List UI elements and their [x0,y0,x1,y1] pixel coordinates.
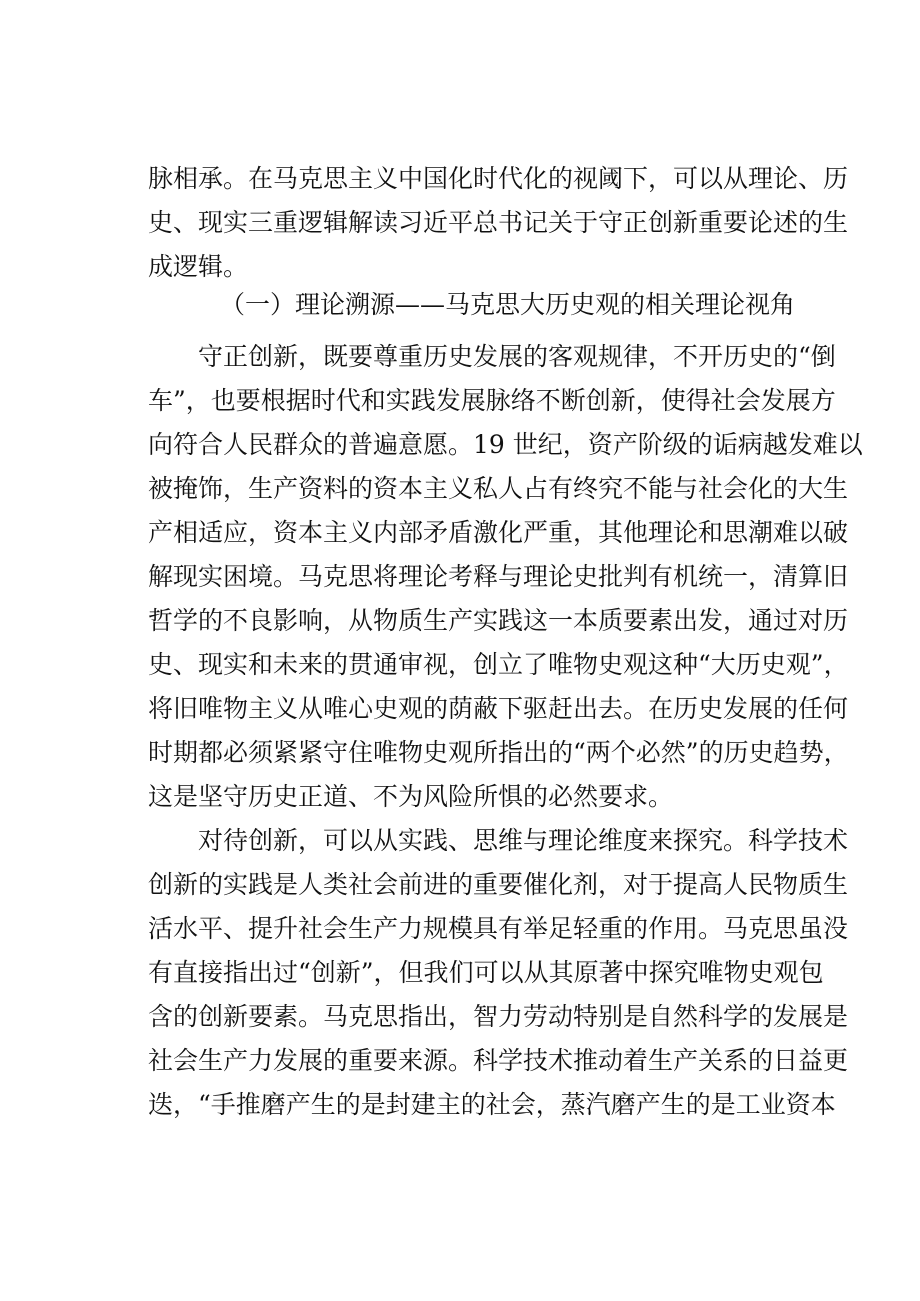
text-line: 向符合人民群众的普遍意愿。19 世纪，资产阶级的诟病越发难以 [148,430,863,459]
text-line: 哲学的不良影响，从物质生产实践这一本质要素出发，通过对历 [148,606,849,635]
text-line: 时期都必须紧紧守住唯物史观所指出的“两个必然”的历史趋势， [148,738,849,767]
paragraph-continuation [148,157,849,289]
text-line: 对待创新，可以从实践、思维与理论维度来探究。科学技术 [198,826,849,855]
text-line: 活水平、提升社会生产力规模具有举足轻重的作用。马克思虽没 [148,914,849,943]
text-line: 史、现实三重逻辑解读习近平总书记关于守正创新重要论述的生 [148,208,849,237]
text-line: 将旧唯物主义从唯心史观的荫蔽下驱赶出去。在历史发展的任何 [148,694,849,723]
text-line: 创新的实践是人类社会前进的重要催化剂，对于提高人民物质生 [148,870,849,899]
section-heading [0,283,920,327]
text-line: 车”，也要根据时代和实践发展脉络不断创新，使得社会发展方 [148,386,836,415]
text-line: 社会生产力发展的重要来源。科学技术推动着生产关系的日益更 [148,1046,849,1075]
text-line: 史、现实和未来的贯通审视，创立了唯物史观这种“大历史观”， [148,650,849,679]
text-line: 脉相承。在马克思主义中国化时代化的视阈下，可以从理论、历 [148,164,849,193]
text-line: 解现实困境。马克思将理论考释与理论史批判有机统一，清算旧 [148,562,849,591]
text-line: 成逻辑。 [148,252,249,281]
text-line: 含的创新要素。马克思指出，智力劳动特别是自然科学的发展是 [148,1002,849,1031]
text-line: 有直接指出过“创新”，但我们可以从其原著中探究唯物史观包 [148,958,824,987]
paragraph-keep-upright [148,335,863,819]
paragraph-innovation [148,819,849,1127]
text-line: 守正创新，既要尊重历史发展的客观规律，不开历史的“倒 [198,342,836,371]
text-line: 产相适应，资本主义内部矛盾激化严重，其他理论和思潮难以破 [148,518,849,547]
text-line: 这是坚守历史正道、不为风险所惧的必然要求。 [148,782,674,811]
text-line: 迭，“手推磨产生的是封建主的社会，蒸汽磨产生的是工业资本 [148,1090,836,1119]
section-heading-text: （一）理论溯源——马克思大历史观的相关理论视角 [220,290,796,319]
text-line: 被掩饰，生产资料的资本主义私人占有终究不能与社会化的大生 [148,474,849,503]
